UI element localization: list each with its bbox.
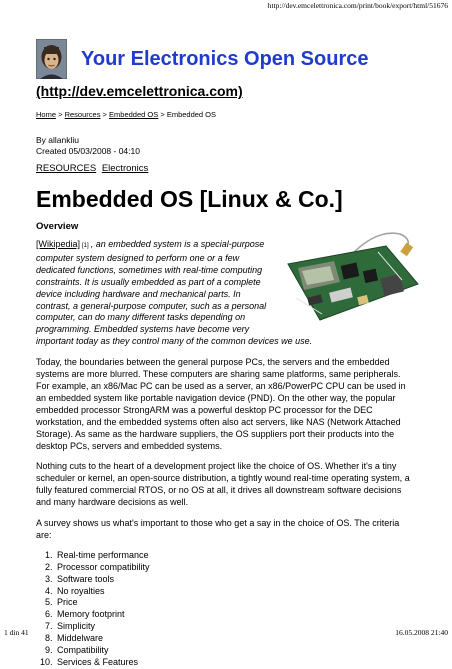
list-item: 3. Software tools bbox=[55, 574, 416, 586]
breadcrumb-current: Embedded OS bbox=[166, 110, 217, 119]
section-heading: Overview bbox=[36, 221, 79, 232]
tag-electronics[interactable]: Electronics bbox=[101, 163, 149, 174]
print-url: http://dev.emcelettronica.com/print/book/export/html/51676 bbox=[267, 1, 448, 10]
criteria-list bbox=[36, 550, 416, 669]
body-paragraph-2: Today, the boundaries between the general purpose PCs, the servers and the embedded systems are more blurred. These computers are sharing same platforms, same peripherals. For example, an x86/Mac PC can be used as a server, an x86/PowerPC CPU can be used in an embedded system like portable navigation device (PND). On the other way, the popular embedded processor StrongARM was a powerful desktop PC processor for the DEC workstation, and the embedded systems often also act servers, like NAS (Network Attached Storage). As same as the hardware suppliers, the OS suppliers port their products into the desktop PCs, servers and embedded systems. bbox=[36, 357, 406, 451]
breadcrumb-embedded-os[interactable]: Embedded OS bbox=[109, 110, 159, 119]
list-item: 9. Compatibility bbox=[55, 645, 416, 657]
embedded-board-image bbox=[282, 224, 422, 328]
byline bbox=[36, 135, 416, 156]
article-title: Embedded OS [Linux & Co.] bbox=[36, 186, 343, 212]
tag-list bbox=[36, 163, 416, 174]
list-item: 6. Memory footprint bbox=[55, 609, 416, 621]
list-item: 7. Simplicity bbox=[55, 621, 416, 633]
created-line: Created 05/03/2008 - 04:10 bbox=[36, 145, 140, 156]
breadcrumb-separator: > bbox=[58, 110, 63, 119]
site-title: Your Electronics Open Source bbox=[81, 47, 369, 70]
breadcrumb bbox=[36, 110, 416, 119]
breadcrumb-separator: > bbox=[160, 110, 165, 119]
wikipedia-link[interactable]: [Wikipedia] bbox=[36, 239, 81, 249]
page-content bbox=[36, 36, 416, 669]
author-avatar bbox=[36, 39, 67, 79]
body-paragraph-3: Nothing cuts to the heart of a development project like the choice of OS. Whether it's a tiny scheduler or kernel, an open-source distribution, a tightly wound real-time operating system, a fully featured commercial RTOS, or no OS at all, it drives all downstream software decisions and many hardware decisions as well. bbox=[36, 461, 410, 508]
list-item: 8. Middelware bbox=[55, 633, 416, 645]
breadcrumb-home[interactable]: Home bbox=[36, 110, 57, 119]
tag-resources[interactable]: RESOURCES bbox=[36, 163, 97, 174]
breadcrumb-separator: > bbox=[102, 110, 107, 119]
reference-marker[interactable]: [1] bbox=[82, 243, 89, 249]
page-counter: 1 din 41 bbox=[4, 628, 29, 637]
print-datetime: 16.05.2008 21:40 bbox=[395, 628, 448, 637]
site-url[interactable]: (http://dev.emcelettronica.com) bbox=[36, 83, 243, 99]
list-item: 5. Price bbox=[55, 597, 416, 609]
author-line: By allankliu bbox=[36, 135, 79, 145]
breadcrumb-resources[interactable]: Resources bbox=[64, 110, 101, 119]
site-header bbox=[36, 36, 416, 82]
list-item: 4. No royalties bbox=[55, 586, 416, 598]
list-item: 1. Real-time performance bbox=[55, 550, 416, 562]
overview-text: , an embedded system is a special-purpose computer system designed to perform one or a few dedicated functions, sometimes with real-time computing constraints. It is usually embedded as part of a complete device including hardware and mechanical parts. In contrast, a general-purpose computer, such as a personal computer, can do many different tasks depending on programming. Embedded systems have become very important today as they control many of the common devices we use. bbox=[36, 239, 313, 347]
list-item: 10. Services & Features bbox=[55, 657, 416, 669]
list-item: 2. Processor compatibility bbox=[55, 562, 416, 574]
body-paragraph-4: A survey shows us what's important to those who get a say in the choice of OS. The criteria are: bbox=[36, 518, 400, 540]
